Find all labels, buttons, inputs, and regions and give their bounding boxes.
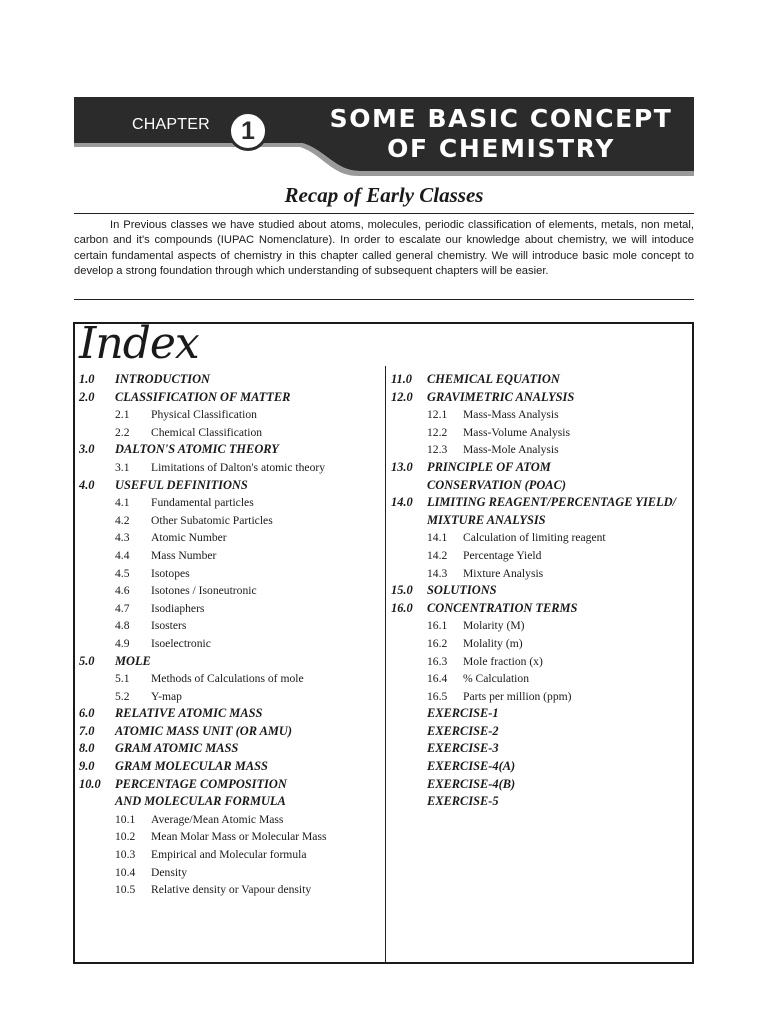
index-entry-text: Physical Classification: [151, 408, 257, 422]
index-entry-text: Mean Molar Mass or Molecular Mass: [151, 830, 327, 844]
index-subentry: [79, 424, 383, 442]
index-entry-number: 12.0: [391, 389, 413, 404]
index-entry-number: 12.3: [427, 443, 448, 457]
index-entry-number: 16.2: [427, 636, 448, 650]
index-entry-text: DALTON'S ATOMIC THEORY: [115, 442, 279, 457]
index-entry: [79, 653, 383, 671]
index-entry-number: 4.6: [115, 584, 130, 598]
index-entry-text: Methods of Calculations of mole: [151, 672, 304, 686]
index-entry-text: EXERCISE-1: [427, 706, 499, 721]
index-entry-number: 10.0: [79, 776, 101, 791]
index-entry-number: 8.0: [79, 741, 95, 756]
index-entry-text: Chemical Classification: [151, 425, 263, 439]
index-entry-text: Mass-Volume Analysis: [463, 425, 571, 439]
index-subentry: [79, 828, 383, 846]
index-box: [73, 322, 694, 964]
index-subentry: [391, 565, 694, 583]
index-entry-text: EXERCISE-4(A): [427, 759, 516, 774]
index-entry: [79, 705, 383, 723]
index-entry: [391, 477, 694, 495]
index-entry-number: 1.0: [79, 372, 95, 386]
index-subentry: [391, 617, 694, 635]
index-entry-text: Mass-Mole Analysis: [463, 443, 559, 457]
index-entry-number: 9.0: [79, 759, 95, 774]
index-entry-number: 14.3: [427, 566, 448, 580]
index-entry: [79, 793, 383, 811]
index-subentry: [79, 600, 383, 618]
index-entry: [79, 758, 383, 776]
index-subentry: [391, 547, 694, 565]
index-entry-text: Atomic Number: [151, 531, 227, 545]
index-entry: [391, 776, 694, 794]
index-entry-number: 4.5: [115, 566, 130, 580]
index-entry-number: 10.1: [115, 812, 136, 826]
index-entry-number: 4.1: [115, 496, 130, 510]
index-entry-text: Fundamental particles: [151, 496, 254, 510]
chapter-label: CHAPTER: [132, 116, 210, 133]
index-entry-text: Percentage Yield: [463, 548, 542, 562]
index-entry-number: 14.1: [427, 531, 448, 545]
index-subentry: [79, 565, 383, 583]
index-entry-number: 16.1: [427, 619, 448, 633]
index-entry: [79, 371, 383, 389]
index-entry-number: 12.1: [427, 408, 448, 422]
index-entry: [391, 494, 694, 512]
index-entry-text: LIMITING REAGENT/PERCENTAGE YIELD/: [427, 495, 677, 510]
index-entry-text: INTRODUCTION: [115, 372, 210, 386]
index-entry-number: 10.3: [115, 848, 136, 862]
index-entry-number: 14.0: [391, 495, 413, 510]
index-subentry: [79, 494, 383, 512]
index-entry: [391, 512, 694, 530]
index-entry-number: 2.0: [79, 389, 95, 404]
index-column-divider: [385, 366, 386, 962]
index-entry-text: Isotopes: [151, 566, 190, 580]
index-subentry: [79, 811, 383, 829]
index-entry: [391, 793, 694, 811]
index-entry-number: 7.0: [79, 723, 95, 738]
index-subentry: [79, 406, 383, 424]
index-entry-text: PRINCIPLE OF ATOM: [427, 459, 551, 474]
index-entry-text: Y-map: [151, 689, 182, 703]
index-entry-number: 2.1: [115, 408, 130, 422]
index-subentry: [79, 617, 383, 635]
index-entry-text: Molality (m): [463, 636, 523, 650]
index-entry-number: 4.3: [115, 531, 130, 545]
chapter-banner: [74, 97, 694, 177]
index-subentry: [79, 670, 383, 688]
index-subentry: [391, 670, 694, 688]
index-entry-text: Other Subatomic Particles: [151, 513, 273, 527]
index-subentry: [391, 406, 694, 424]
index-entry: [79, 740, 383, 758]
index-entry: [391, 758, 694, 776]
index-entry-text: Average/Mean Atomic Mass: [151, 812, 284, 826]
index-entry-text: AND MOLECULAR FORMULA: [115, 794, 286, 809]
index-subentry: [391, 635, 694, 653]
index-entry-text: MOLE: [115, 653, 151, 668]
index-entry-number: 3.1: [115, 460, 130, 474]
index-entry-text: Isotones / Isoneutronic: [151, 584, 257, 598]
index-subentry: [79, 512, 383, 530]
index-entry-text: Calculation of limiting reagent: [463, 531, 606, 545]
index-entry-number: 4.2: [115, 513, 130, 527]
index-entry-number: 4.7: [115, 601, 130, 615]
index-entry-text: CLASSIFICATION OF MATTER: [115, 389, 291, 404]
index-entry-number: 3.0: [79, 442, 95, 457]
index-entry-text: PERCENTAGE COMPOSITION: [115, 776, 287, 791]
index-entry-text: Isodiaphers: [151, 601, 205, 615]
index-entry-number: 5.0: [79, 653, 95, 668]
chapter-title-line-1: SOME BASIC CONCEPT: [329, 104, 673, 133]
index-entry-text: EXERCISE-4(B): [427, 776, 516, 791]
index-entry-text: Limitations of Dalton's atomic theory: [151, 460, 326, 474]
index-entry-number: 16.3: [427, 654, 448, 668]
index-subentry: [79, 846, 383, 864]
index-subentry: [79, 582, 383, 600]
index-entry-number: 12.2: [427, 425, 448, 439]
index-title: Index: [79, 322, 199, 369]
index-subentry: [79, 688, 383, 706]
index-entry-number: 2.2: [115, 425, 130, 439]
recap-paragraph: In Previous classes we have studied about atoms, molecules, periodic classification of elements, metals, non metal, carbon and it's compounds (IUPAC Nomenclature). In order to escalate our knowledge about chemistry, we will intoduce certain fundamental aspects of chemistry in this chapter called general chemistry. We will introduce basic mole concept to develop a strong foundation through which understanding of subsequent chapters will be easier.: [74, 219, 694, 278]
index-entry: [391, 600, 694, 618]
chapter-title-line-2: OF CHEMISTRY: [387, 134, 615, 163]
index-entry-number: 16.0: [391, 600, 413, 615]
index-entry-number: 13.0: [391, 459, 413, 474]
index-subentry: [79, 864, 383, 882]
index-entry-number: 5.2: [115, 689, 130, 703]
index-entry-text: Empirical and Molecular formula: [151, 848, 307, 862]
index-entry: [79, 477, 383, 495]
index-entry: [79, 723, 383, 741]
index-entry-text: RELATIVE ATOMIC MASS: [115, 706, 263, 721]
index-entry-text: Isosters: [151, 619, 187, 633]
index-entry-number: 4.9: [115, 636, 130, 650]
index-entry-text: MIXTURE ANALYSIS: [427, 512, 546, 527]
index-entry: [79, 441, 383, 459]
index-entry-text: Mixture Analysis: [463, 566, 544, 580]
index-entry: [391, 371, 694, 389]
recap-heading: Recap of Early Classes: [284, 183, 484, 207]
index-entry-text: GRAM MOLECULAR MASS: [115, 759, 268, 774]
index-entry-text: EXERCISE-3: [427, 741, 499, 756]
index-entry-number: 10.5: [115, 883, 136, 897]
index-entry-text: EXERCISE-5: [427, 794, 499, 809]
index-entry-text: Mass-Mass Analysis: [463, 408, 559, 422]
index-entry-text: Density: [151, 865, 188, 879]
index-entry-number: 4.8: [115, 619, 130, 633]
chapter-number-badge: 1: [228, 111, 268, 151]
index-entry-number: 6.0: [79, 706, 95, 721]
recap-top-rule: [74, 213, 694, 214]
index-entry: [391, 723, 694, 741]
index-entry-text: EXERCISE-2: [427, 723, 499, 738]
index-entry-number: 16.5: [427, 689, 448, 703]
index-entry-text: CONSERVATION (POAC): [427, 477, 566, 492]
index-subentry: [391, 424, 694, 442]
index-entry: [391, 705, 694, 723]
index-entry-text: GRAM ATOMIC MASS: [115, 741, 239, 756]
index-entry-number: 10.4: [115, 865, 136, 879]
index-subentry: [79, 635, 383, 653]
index-entry-text: Mole fraction (x): [463, 654, 543, 668]
index-entry-number: 4.0: [79, 477, 95, 492]
index-entry-text: Parts per million (ppm): [463, 689, 572, 703]
index-subentry: [391, 688, 694, 706]
index-entry: [79, 776, 383, 794]
index-entry-text: GRAVIMETRIC ANALYSIS: [427, 389, 575, 404]
index-entry-number: 10.2: [115, 830, 136, 844]
index-entry-number: 5.1: [115, 672, 130, 686]
index-subentry: [79, 547, 383, 565]
index-entry: [79, 389, 383, 407]
index-left-column: [79, 371, 383, 899]
index-entry: [391, 459, 694, 477]
index-entry-number: 15.0: [391, 583, 413, 598]
index-entry-number: 16.4: [427, 672, 448, 686]
recap-bottom-rule: [74, 299, 694, 300]
index-entry-text: CHEMICAL EQUATION: [427, 372, 560, 386]
index-entry: [391, 582, 694, 600]
index-entry-number: 11.0: [391, 372, 412, 386]
index-subentry: [79, 459, 383, 477]
index-subentry: [391, 529, 694, 547]
index-entry-text: USEFUL DEFINITIONS: [115, 477, 248, 492]
index-subentry: [79, 881, 383, 899]
index-entry-text: ATOMIC MASS UNIT (OR AMU): [115, 723, 292, 738]
index-entry-text: Molarity (M): [463, 619, 525, 633]
index-entry-text: Isoelectronic: [151, 636, 211, 650]
index-entry-text: CONCENTRATION TERMS: [427, 600, 578, 615]
index-entry-text: Mass Number: [151, 548, 217, 562]
index-entry-number: 14.2: [427, 548, 448, 562]
index-entry-number: 4.4: [115, 548, 130, 562]
index-entry-text: Relative density or Vapour density: [151, 883, 312, 897]
index-right-column: [391, 371, 694, 811]
index-entry-text: SOLUTIONS: [427, 583, 497, 598]
index-entry-text: % Calculation: [463, 672, 530, 686]
index-entry: [391, 389, 694, 407]
index-subentry: [391, 653, 694, 671]
index-subentry: [79, 529, 383, 547]
index-subentry: [391, 441, 694, 459]
index-entry: [391, 740, 694, 758]
